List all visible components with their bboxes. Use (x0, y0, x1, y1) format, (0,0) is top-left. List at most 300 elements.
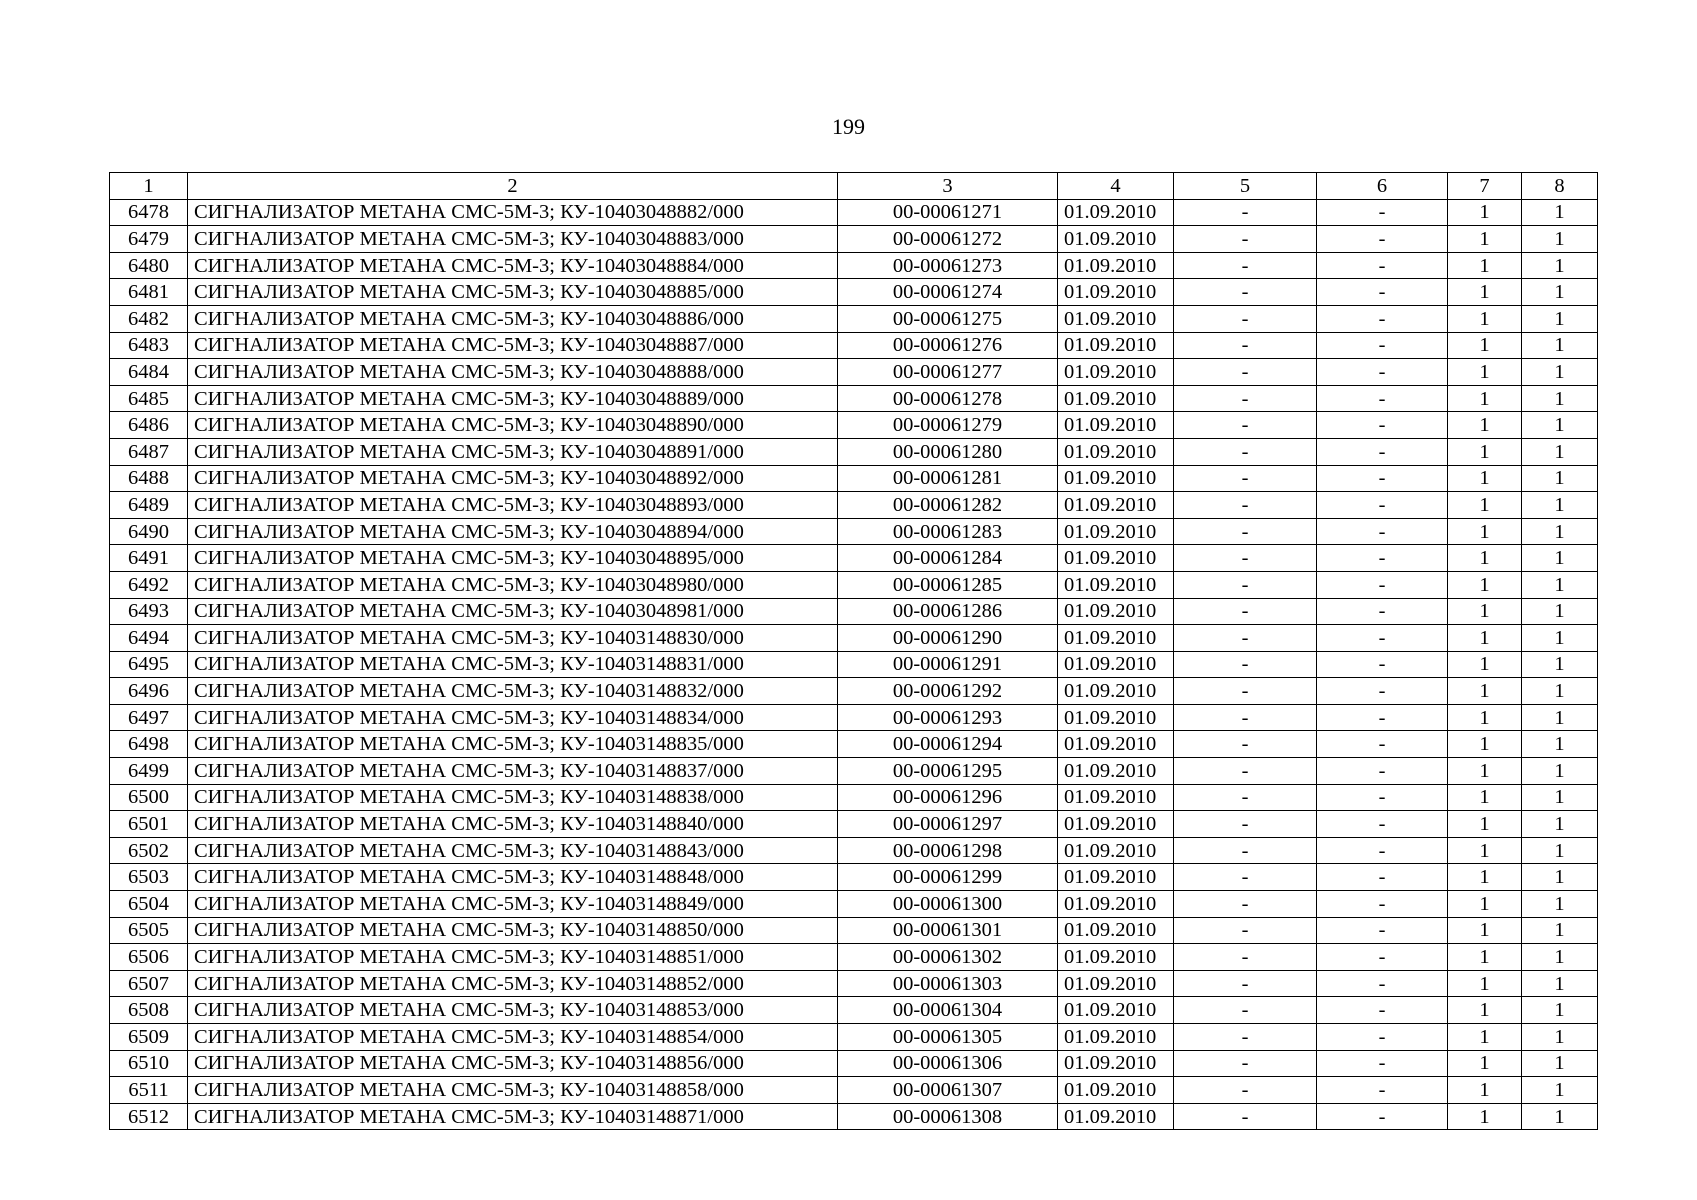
cell-col5: - (1174, 1077, 1317, 1104)
col-header-8: 8 (1522, 173, 1598, 200)
cell-col6: - (1317, 598, 1448, 625)
cell-name: СИГНАЛИЗАТОР МЕТАНА СМС-5М-3; КУ-10403148853/000 (188, 997, 838, 1024)
cell-col7: 1 (1448, 518, 1522, 545)
cell-col5: - (1174, 359, 1317, 386)
cell-col6: - (1317, 784, 1448, 811)
table-row (110, 837, 1598, 864)
cell-date: 01.09.2010 (1058, 279, 1174, 306)
cell-col5: - (1174, 332, 1317, 359)
cell-name: СИГНАЛИЗАТОР МЕТАНА СМС-5М-3; КУ-10403048895/000 (188, 545, 838, 572)
cell-name: СИГНАЛИЗАТОР МЕТАНА СМС-5М-3; КУ-10403048980/000 (188, 571, 838, 598)
cell-col8: 1 (1522, 252, 1598, 279)
cell-col6: - (1317, 917, 1448, 944)
cell-number: 6493 (110, 598, 188, 625)
table-row (110, 438, 1598, 465)
cell-number: 6485 (110, 385, 188, 412)
cell-number: 6483 (110, 332, 188, 359)
cell-date: 01.09.2010 (1058, 731, 1174, 758)
cell-col5: - (1174, 758, 1317, 785)
cell-col5: - (1174, 678, 1317, 705)
cell-name: СИГНАЛИЗАТОР МЕТАНА СМС-5М-3; КУ-10403148850/000 (188, 917, 838, 944)
cell-inventory-code: 00-00061274 (838, 279, 1058, 306)
table-row (110, 1077, 1598, 1104)
col-header-3: 3 (838, 173, 1058, 200)
cell-name: СИГНАЛИЗАТОР МЕТАНА СМС-5М-3; КУ-10403148835/000 (188, 731, 838, 758)
cell-col7: 1 (1448, 279, 1522, 306)
cell-col8: 1 (1522, 412, 1598, 439)
cell-date: 01.09.2010 (1058, 678, 1174, 705)
cell-col6: - (1317, 891, 1448, 918)
cell-number: 6480 (110, 252, 188, 279)
cell-col8: 1 (1522, 651, 1598, 678)
cell-inventory-code: 00-00061308 (838, 1103, 1058, 1130)
cell-col6: - (1317, 864, 1448, 891)
cell-inventory-code: 00-00061299 (838, 864, 1058, 891)
cell-col8: 1 (1522, 864, 1598, 891)
table-row (110, 1050, 1598, 1077)
cell-col8: 1 (1522, 226, 1598, 253)
table-row (110, 199, 1598, 226)
table-row (110, 518, 1598, 545)
cell-inventory-code: 00-00061279 (838, 412, 1058, 439)
cell-name: СИГНАЛИЗАТОР МЕТАНА СМС-5М-3; КУ-10403048882/000 (188, 199, 838, 226)
cell-name: СИГНАЛИЗАТОР МЕТАНА СМС-5М-3; КУ-10403148856/000 (188, 1050, 838, 1077)
cell-col5: - (1174, 944, 1317, 971)
cell-col8: 1 (1522, 1050, 1598, 1077)
cell-number: 6500 (110, 784, 188, 811)
cell-col5: - (1174, 412, 1317, 439)
cell-col6: - (1317, 997, 1448, 1024)
cell-col8: 1 (1522, 704, 1598, 731)
cell-col6: - (1317, 704, 1448, 731)
cell-inventory-code: 00-00061293 (838, 704, 1058, 731)
cell-inventory-code: 00-00061284 (838, 545, 1058, 572)
cell-date: 01.09.2010 (1058, 518, 1174, 545)
table-row (110, 359, 1598, 386)
cell-col5: - (1174, 385, 1317, 412)
table-row (110, 625, 1598, 652)
cell-name: СИГНАЛИЗАТОР МЕТАНА СМС-5М-3; КУ-10403148838/000 (188, 784, 838, 811)
cell-name: СИГНАЛИЗАТОР МЕТАНА СМС-5М-3; КУ-10403148848/000 (188, 864, 838, 891)
cell-name: СИГНАЛИЗАТОР МЕТАНА СМС-5М-3; КУ-10403048894/000 (188, 518, 838, 545)
cell-date: 01.09.2010 (1058, 891, 1174, 918)
cell-inventory-code: 00-00061307 (838, 1077, 1058, 1104)
cell-col7: 1 (1448, 199, 1522, 226)
cell-number: 6479 (110, 226, 188, 253)
table-row (110, 252, 1598, 279)
cell-col5: - (1174, 1050, 1317, 1077)
cell-date: 01.09.2010 (1058, 811, 1174, 838)
cell-number: 6502 (110, 837, 188, 864)
cell-col5: - (1174, 625, 1317, 652)
cell-name: СИГНАЛИЗАТОР МЕТАНА СМС-5М-3; КУ-10403048891/000 (188, 438, 838, 465)
cell-date: 01.09.2010 (1058, 970, 1174, 997)
cell-col7: 1 (1448, 412, 1522, 439)
cell-name: СИГНАЛИЗАТОР МЕТАНА СМС-5М-3; КУ-10403148830/000 (188, 625, 838, 652)
cell-name: СИГНАЛИЗАТОР МЕТАНА СМС-5М-3; КУ-10403048981/000 (188, 598, 838, 625)
table-row (110, 598, 1598, 625)
cell-number: 6507 (110, 970, 188, 997)
cell-col7: 1 (1448, 970, 1522, 997)
cell-col8: 1 (1522, 784, 1598, 811)
table-row (110, 571, 1598, 598)
cell-col8: 1 (1522, 917, 1598, 944)
cell-number: 6487 (110, 438, 188, 465)
cell-col7: 1 (1448, 891, 1522, 918)
cell-col7: 1 (1448, 758, 1522, 785)
page-number: 199 (832, 114, 865, 139)
cell-col8: 1 (1522, 385, 1598, 412)
cell-number: 6499 (110, 758, 188, 785)
cell-date: 01.09.2010 (1058, 438, 1174, 465)
cell-inventory-code: 00-00061277 (838, 359, 1058, 386)
cell-col6: - (1317, 1024, 1448, 1051)
cell-inventory-code: 00-00061286 (838, 598, 1058, 625)
cell-col5: - (1174, 199, 1317, 226)
cell-name: СИГНАЛИЗАТОР МЕТАНА СМС-5М-3; КУ-10403148843/000 (188, 837, 838, 864)
cell-col5: - (1174, 492, 1317, 519)
cell-number: 6505 (110, 917, 188, 944)
cell-col6: - (1317, 1103, 1448, 1130)
col-header-2: 2 (188, 173, 838, 200)
cell-col7: 1 (1448, 571, 1522, 598)
cell-col6: - (1317, 199, 1448, 226)
cell-inventory-code: 00-00061282 (838, 492, 1058, 519)
cell-name: СИГНАЛИЗАТОР МЕТАНА СМС-5М-3; КУ-10403048884/000 (188, 252, 838, 279)
cell-name: СИГНАЛИЗАТОР МЕТАНА СМС-5М-3; КУ-10403148832/000 (188, 678, 838, 705)
cell-number: 6511 (110, 1077, 188, 1104)
cell-col8: 1 (1522, 199, 1598, 226)
cell-number: 6509 (110, 1024, 188, 1051)
cell-col6: - (1317, 944, 1448, 971)
cell-number: 6504 (110, 891, 188, 918)
table-row (110, 917, 1598, 944)
cell-inventory-code: 00-00061278 (838, 385, 1058, 412)
table-row (110, 651, 1598, 678)
cell-number: 6495 (110, 651, 188, 678)
cell-col5: - (1174, 226, 1317, 253)
cell-col5: - (1174, 598, 1317, 625)
cell-col8: 1 (1522, 492, 1598, 519)
cell-col7: 1 (1448, 678, 1522, 705)
cell-col6: - (1317, 758, 1448, 785)
cell-col5: - (1174, 704, 1317, 731)
table-row (110, 811, 1598, 838)
cell-col8: 1 (1522, 1103, 1598, 1130)
cell-col7: 1 (1448, 438, 1522, 465)
cell-col7: 1 (1448, 1103, 1522, 1130)
cell-col7: 1 (1448, 226, 1522, 253)
cell-number: 6491 (110, 545, 188, 572)
cell-col7: 1 (1448, 704, 1522, 731)
cell-date: 01.09.2010 (1058, 704, 1174, 731)
cell-date: 01.09.2010 (1058, 412, 1174, 439)
cell-name: СИГНАЛИЗАТОР МЕТАНА СМС-5М-3; КУ-10403048883/000 (188, 226, 838, 253)
table-row (110, 944, 1598, 971)
cell-date: 01.09.2010 (1058, 625, 1174, 652)
cell-col5: - (1174, 545, 1317, 572)
cell-col8: 1 (1522, 332, 1598, 359)
cell-col6: - (1317, 226, 1448, 253)
cell-col8: 1 (1522, 758, 1598, 785)
cell-col6: - (1317, 438, 1448, 465)
cell-inventory-code: 00-00061276 (838, 332, 1058, 359)
cell-name: СИГНАЛИЗАТОР МЕТАНА СМС-5М-3; КУ-10403148851/000 (188, 944, 838, 971)
cell-col5: - (1174, 571, 1317, 598)
cell-inventory-code: 00-00061280 (838, 438, 1058, 465)
cell-col6: - (1317, 518, 1448, 545)
cell-col7: 1 (1448, 492, 1522, 519)
cell-number: 6503 (110, 864, 188, 891)
cell-number: 6486 (110, 412, 188, 439)
cell-col7: 1 (1448, 1024, 1522, 1051)
cell-col5: - (1174, 279, 1317, 306)
cell-col8: 1 (1522, 837, 1598, 864)
cell-col5: - (1174, 1024, 1317, 1051)
cell-date: 01.09.2010 (1058, 199, 1174, 226)
cell-col5: - (1174, 784, 1317, 811)
cell-number: 6501 (110, 811, 188, 838)
table-row (110, 704, 1598, 731)
cell-col6: - (1317, 385, 1448, 412)
cell-col6: - (1317, 1077, 1448, 1104)
cell-col5: - (1174, 811, 1317, 838)
cell-number: 6496 (110, 678, 188, 705)
cell-number: 6489 (110, 492, 188, 519)
cell-inventory-code: 00-00061283 (838, 518, 1058, 545)
cell-col8: 1 (1522, 678, 1598, 705)
cell-col8: 1 (1522, 1024, 1598, 1051)
cell-inventory-code: 00-00061272 (838, 226, 1058, 253)
cell-col8: 1 (1522, 518, 1598, 545)
cell-number: 6481 (110, 279, 188, 306)
cell-inventory-code: 00-00061291 (838, 651, 1058, 678)
table-row (110, 1103, 1598, 1130)
col-header-5: 5 (1174, 173, 1317, 200)
cell-name: СИГНАЛИЗАТОР МЕТАНА СМС-5М-3; КУ-10403048889/000 (188, 385, 838, 412)
cell-name: СИГНАЛИЗАТОР МЕТАНА СМС-5М-3; КУ-10403048886/000 (188, 305, 838, 332)
table-row (110, 305, 1598, 332)
cell-col7: 1 (1448, 305, 1522, 332)
cell-col5: - (1174, 651, 1317, 678)
cell-col5: - (1174, 305, 1317, 332)
cell-date: 01.09.2010 (1058, 651, 1174, 678)
cell-name: СИГНАЛИЗАТОР МЕТАНА СМС-5М-3; КУ-10403148858/000 (188, 1077, 838, 1104)
cell-col7: 1 (1448, 837, 1522, 864)
header-row (110, 173, 1598, 200)
cell-col7: 1 (1448, 385, 1522, 412)
cell-inventory-code: 00-00061304 (838, 997, 1058, 1024)
cell-col6: - (1317, 305, 1448, 332)
cell-inventory-code: 00-00061275 (838, 305, 1058, 332)
cell-inventory-code: 00-00061302 (838, 944, 1058, 971)
cell-name: СИГНАЛИЗАТОР МЕТАНА СМС-5М-3; КУ-10403148834/000 (188, 704, 838, 731)
cell-col8: 1 (1522, 545, 1598, 572)
register-body (110, 199, 1598, 1130)
table-row (110, 226, 1598, 253)
table-row (110, 970, 1598, 997)
cell-name: СИГНАЛИЗАТОР МЕТАНА СМС-5М-3; КУ-10403148840/000 (188, 811, 838, 838)
col-header-6: 6 (1317, 173, 1448, 200)
cell-date: 01.09.2010 (1058, 1050, 1174, 1077)
cell-col8: 1 (1522, 465, 1598, 492)
cell-col6: - (1317, 571, 1448, 598)
cell-col7: 1 (1448, 545, 1522, 572)
cell-col8: 1 (1522, 1077, 1598, 1104)
table-row (110, 465, 1598, 492)
cell-col5: - (1174, 438, 1317, 465)
cell-date: 01.09.2010 (1058, 758, 1174, 785)
cell-date: 01.09.2010 (1058, 837, 1174, 864)
cell-col6: - (1317, 252, 1448, 279)
cell-col8: 1 (1522, 944, 1598, 971)
cell-number: 6490 (110, 518, 188, 545)
cell-col7: 1 (1448, 917, 1522, 944)
cell-col7: 1 (1448, 625, 1522, 652)
cell-date: 01.09.2010 (1058, 226, 1174, 253)
table-row (110, 545, 1598, 572)
cell-inventory-code: 00-00061303 (838, 970, 1058, 997)
cell-col7: 1 (1448, 598, 1522, 625)
cell-name: СИГНАЛИЗАТОР МЕТАНА СМС-5М-3; КУ-10403048888/000 (188, 359, 838, 386)
table-row (110, 385, 1598, 412)
cell-inventory-code: 00-00061285 (838, 571, 1058, 598)
cell-col8: 1 (1522, 970, 1598, 997)
cell-inventory-code: 00-00061301 (838, 917, 1058, 944)
cell-col6: - (1317, 811, 1448, 838)
table-row (110, 997, 1598, 1024)
table-row (110, 864, 1598, 891)
cell-inventory-code: 00-00061271 (838, 199, 1058, 226)
cell-col6: - (1317, 731, 1448, 758)
cell-col7: 1 (1448, 252, 1522, 279)
cell-name: СИГНАЛИЗАТОР МЕТАНА СМС-5М-3; КУ-10403148852/000 (188, 970, 838, 997)
cell-col5: - (1174, 864, 1317, 891)
cell-number: 6492 (110, 571, 188, 598)
table-row (110, 332, 1598, 359)
cell-date: 01.09.2010 (1058, 359, 1174, 386)
cell-col6: - (1317, 465, 1448, 492)
cell-col5: - (1174, 465, 1317, 492)
col-header-7: 7 (1448, 173, 1522, 200)
cell-date: 01.09.2010 (1058, 784, 1174, 811)
cell-col5: - (1174, 518, 1317, 545)
cell-date: 01.09.2010 (1058, 598, 1174, 625)
cell-inventory-code: 00-00061297 (838, 811, 1058, 838)
cell-col6: - (1317, 412, 1448, 439)
cell-col5: - (1174, 891, 1317, 918)
table-row (110, 784, 1598, 811)
cell-number: 6508 (110, 997, 188, 1024)
cell-inventory-code: 00-00061295 (838, 758, 1058, 785)
cell-name: СИГНАЛИЗАТОР МЕТАНА СМС-5М-3; КУ-10403048885/000 (188, 279, 838, 306)
cell-col6: - (1317, 1050, 1448, 1077)
cell-inventory-code: 00-00061306 (838, 1050, 1058, 1077)
col-header-1: 1 (110, 173, 188, 200)
cell-inventory-code: 00-00061273 (838, 252, 1058, 279)
cell-number: 6506 (110, 944, 188, 971)
cell-date: 01.09.2010 (1058, 571, 1174, 598)
cell-col8: 1 (1522, 279, 1598, 306)
cell-col8: 1 (1522, 731, 1598, 758)
cell-name: СИГНАЛИЗАТОР МЕТАНА СМС-5М-3; КУ-10403048890/000 (188, 412, 838, 439)
table-row (110, 412, 1598, 439)
cell-col5: - (1174, 252, 1317, 279)
cell-col7: 1 (1448, 1077, 1522, 1104)
cell-name: СИГНАЛИЗАТОР МЕТАНА СМС-5М-3; КУ-10403148871/000 (188, 1103, 838, 1130)
cell-col7: 1 (1448, 731, 1522, 758)
cell-date: 01.09.2010 (1058, 492, 1174, 519)
cell-date: 01.09.2010 (1058, 305, 1174, 332)
cell-col5: - (1174, 1103, 1317, 1130)
cell-number: 6512 (110, 1103, 188, 1130)
cell-col5: - (1174, 997, 1317, 1024)
cell-number: 6482 (110, 305, 188, 332)
table-row (110, 1024, 1598, 1051)
cell-number: 6497 (110, 704, 188, 731)
table-row (110, 891, 1598, 918)
cell-col8: 1 (1522, 997, 1598, 1024)
cell-col5: - (1174, 837, 1317, 864)
cell-date: 01.09.2010 (1058, 385, 1174, 412)
cell-date: 01.09.2010 (1058, 332, 1174, 359)
cell-col7: 1 (1448, 359, 1522, 386)
cell-col8: 1 (1522, 625, 1598, 652)
cell-col8: 1 (1522, 811, 1598, 838)
cell-col6: - (1317, 970, 1448, 997)
cell-col8: 1 (1522, 359, 1598, 386)
cell-number: 6498 (110, 731, 188, 758)
cell-date: 01.09.2010 (1058, 1024, 1174, 1051)
table-row (110, 492, 1598, 519)
cell-col7: 1 (1448, 332, 1522, 359)
cell-date: 01.09.2010 (1058, 864, 1174, 891)
cell-col6: - (1317, 678, 1448, 705)
cell-number: 6488 (110, 465, 188, 492)
cell-col7: 1 (1448, 465, 1522, 492)
cell-col8: 1 (1522, 305, 1598, 332)
cell-col8: 1 (1522, 598, 1598, 625)
cell-inventory-code: 00-00061296 (838, 784, 1058, 811)
cell-col6: - (1317, 625, 1448, 652)
cell-col6: - (1317, 332, 1448, 359)
cell-col6: - (1317, 492, 1448, 519)
cell-date: 01.09.2010 (1058, 465, 1174, 492)
cell-col7: 1 (1448, 811, 1522, 838)
cell-col6: - (1317, 651, 1448, 678)
cell-date: 01.09.2010 (1058, 1103, 1174, 1130)
cell-inventory-code: 00-00061300 (838, 891, 1058, 918)
cell-inventory-code: 00-00061298 (838, 837, 1058, 864)
cell-col7: 1 (1448, 944, 1522, 971)
table-row (110, 678, 1598, 705)
register-table (109, 172, 1598, 1130)
table-row (110, 731, 1598, 758)
cell-name: СИГНАЛИЗАТОР МЕТАНА СМС-5М-3; КУ-10403148837/000 (188, 758, 838, 785)
cell-name: СИГНАЛИЗАТОР МЕТАНА СМС-5М-3; КУ-10403048892/000 (188, 465, 838, 492)
cell-col8: 1 (1522, 891, 1598, 918)
cell-col6: - (1317, 359, 1448, 386)
cell-col8: 1 (1522, 438, 1598, 465)
cell-date: 01.09.2010 (1058, 997, 1174, 1024)
cell-col7: 1 (1448, 1050, 1522, 1077)
cell-col6: - (1317, 279, 1448, 306)
cell-name: СИГНАЛИЗАТОР МЕТАНА СМС-5М-3; КУ-10403148849/000 (188, 891, 838, 918)
cell-inventory-code: 00-00061305 (838, 1024, 1058, 1051)
cell-number: 6478 (110, 199, 188, 226)
cell-inventory-code: 00-00061294 (838, 731, 1058, 758)
cell-name: СИГНАЛИЗАТОР МЕТАНА СМС-5М-3; КУ-10403148831/000 (188, 651, 838, 678)
